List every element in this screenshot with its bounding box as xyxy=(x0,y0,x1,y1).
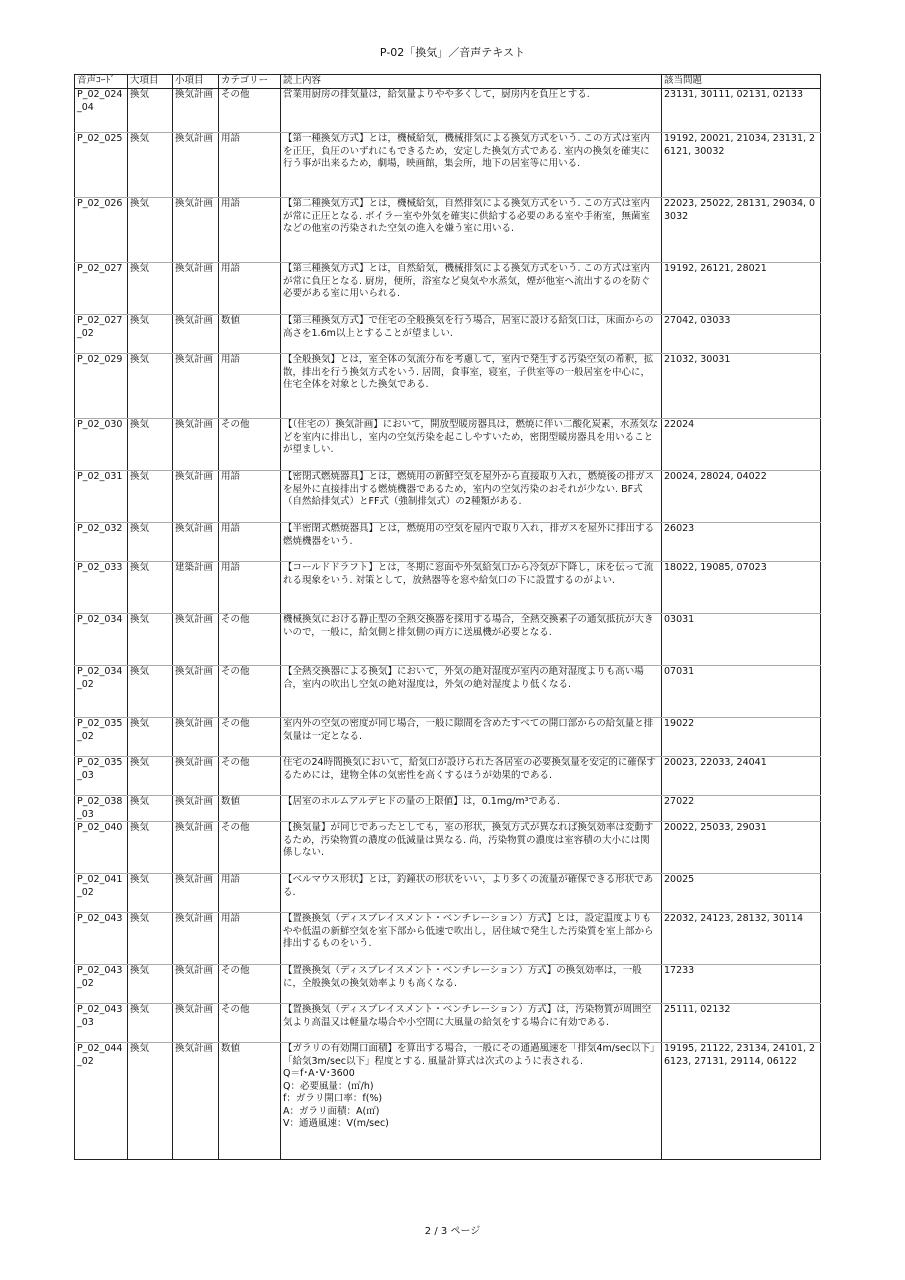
cell-minor: 換気計画 xyxy=(173,1043,219,1160)
cell-content: 【コールドドラフト】とは，冬期に窓面や外気給気口から冷気が下降し，床を伝って流れる現象をいう. 対策として，放熱器等を窓や給気口の下に設置するのがよい. xyxy=(281,562,662,614)
cell-content: 【換気量】が同じであったとしても，室の形状，換気方式が異なれば換気効率は変動するため，汚染物質の濃度の低減量は異なる. 尚，汚染物質の濃度は室容積の大小には関係しない. xyxy=(281,822,662,874)
cell-major: 換気 xyxy=(128,133,173,198)
cell-code: P_02_044_02 xyxy=(75,1043,128,1160)
cell-category: 数値 xyxy=(219,315,281,354)
cell-refs: 22032, 24123, 28132, 30114 xyxy=(662,913,821,965)
cell-refs: 19192, 20021, 21034, 23131, 26121, 30032 xyxy=(662,133,821,198)
cell-code: P_02_030 xyxy=(75,419,128,471)
cell-major: 換気 xyxy=(128,614,173,666)
cell-category: その他 xyxy=(219,718,281,757)
table-row xyxy=(75,354,821,419)
column-header-category: カテゴリー xyxy=(219,75,281,89)
cell-refs: 19022 xyxy=(662,718,821,757)
table-row xyxy=(75,315,821,354)
cell-code: P_02_043 xyxy=(75,913,128,965)
cell-code: P_02_029 xyxy=(75,354,128,419)
cell-minor: 換気計画 xyxy=(173,718,219,757)
cell-major: 換気 xyxy=(128,913,173,965)
table-row xyxy=(75,666,821,718)
cell-category: その他 xyxy=(219,822,281,874)
cell-major: 換気 xyxy=(128,89,173,133)
cell-minor: 換気計画 xyxy=(173,354,219,419)
cell-content: 【（住宅の）換気計画】において，開放型暖房器具は，燃焼に伴い二酸化炭素，水蒸気などを室内に排出し，室内の空気汚染を起こしやすいため，密閉型暖房器具を用いることが望ましい. xyxy=(281,419,662,471)
cell-minor: 換気計画 xyxy=(173,666,219,718)
cell-content: 【第三種換気方式】とは，自然給気，機械排気による換気方式をいう. この方式は室内が常に負圧となる. 厨房，便所，浴室など臭気や水蒸気，煙が他室へ流出するのを防ぐ必要がある室に用いられる. xyxy=(281,263,662,315)
cell-code: P_02_035_03 xyxy=(75,757,128,796)
cell-refs: 20023, 22033, 24041 xyxy=(662,757,821,796)
cell-major: 換気 xyxy=(128,874,173,913)
cell-code: P_02_034 xyxy=(75,614,128,666)
cell-code: P_02_031 xyxy=(75,471,128,523)
cell-category: 用語 xyxy=(219,263,281,315)
cell-category: 用語 xyxy=(219,874,281,913)
cell-major: 換気 xyxy=(128,822,173,874)
cell-category: 数値 xyxy=(219,1043,281,1160)
cell-code: P_02_040 xyxy=(75,822,128,874)
cell-minor: 換気計画 xyxy=(173,874,219,913)
cell-refs: 26023 xyxy=(662,523,821,562)
cell-category: その他 xyxy=(219,757,281,796)
cell-minor: 換気計画 xyxy=(173,133,219,198)
cell-major: 換気 xyxy=(128,562,173,614)
cell-content: 【ガラリの有効開口面積】を算出する場合，一般にその通過風速を「排気4m/sec以下」「給気3m/sec以下」程度とする. 風量計算式は次式のように表される. Q＝f･A･V･3600 Q：必要風量：(㎥/h) f：ガラリ開口率：f(%) A：ガラリ面積：A(㎡) V：通過風速：V(m/sec) xyxy=(281,1043,662,1160)
cell-major: 換気 xyxy=(128,965,173,1004)
cell-refs: 19195, 21122, 23134, 24101, 26123, 27131, 29114, 06122 xyxy=(662,1043,821,1160)
cell-refs: 22023, 25022, 28131, 29034, 03032 xyxy=(662,198,821,263)
cell-major: 換気 xyxy=(128,354,173,419)
cell-code: P_02_032 xyxy=(75,523,128,562)
column-header-code: 音声ｺｰﾄﾞ xyxy=(75,75,128,89)
cell-major: 換気 xyxy=(128,471,173,523)
table-row xyxy=(75,874,821,913)
table-row xyxy=(75,718,821,757)
cell-major: 換気 xyxy=(128,1043,173,1160)
table-row xyxy=(75,614,821,666)
cell-category: その他 xyxy=(219,666,281,718)
table-row xyxy=(75,822,821,874)
table-row xyxy=(75,913,821,965)
cell-minor: 換気計画 xyxy=(173,614,219,666)
cell-category: 用語 xyxy=(219,471,281,523)
cell-category: その他 xyxy=(219,614,281,666)
cell-code: P_02_034_02 xyxy=(75,666,128,718)
cell-category: その他 xyxy=(219,419,281,471)
cell-minor: 換気計画 xyxy=(173,757,219,796)
cell-category: その他 xyxy=(219,965,281,1004)
cell-content: 【全熱交換器による換気】において，外気の絶対湿度が室内の絶対湿度よりも高い場合，室内の吹出し空気の絶対湿度は，外気の絶対湿度より低くなる. xyxy=(281,666,662,718)
cell-code: P_02_026 xyxy=(75,198,128,263)
cell-content: 【置換換気（ディスプレイスメント・ベンチレーション）方式】の換気効率は，一般に，全般換気の換気効率よりも高くなる. xyxy=(281,965,662,1004)
cell-major: 換気 xyxy=(128,419,173,471)
cell-minor: 換気計画 xyxy=(173,89,219,133)
cell-refs: 20025 xyxy=(662,874,821,913)
cell-category: その他 xyxy=(219,1004,281,1043)
cell-major: 換気 xyxy=(128,263,173,315)
cell-category: 用語 xyxy=(219,913,281,965)
table-row xyxy=(75,965,821,1004)
cell-minor: 換気計画 xyxy=(173,419,219,471)
cell-content: 【第三種換気方式】で住宅の全般換気を行う場合，居室に設ける給気口は，床面からの高さを1.6m以上とすることが望ましい. xyxy=(281,315,662,354)
cell-refs: 27022 xyxy=(662,796,821,822)
cell-category: その他 xyxy=(219,89,281,133)
cell-minor: 換気計画 xyxy=(173,198,219,263)
cell-code: P_02_043_02 xyxy=(75,965,128,1004)
table-row xyxy=(75,133,821,198)
cell-refs: 21032, 30031 xyxy=(662,354,821,419)
column-header-minor: 小項目 xyxy=(173,75,219,89)
table-row xyxy=(75,562,821,614)
cell-category: 数値 xyxy=(219,796,281,822)
cell-code: P_02_027 xyxy=(75,263,128,315)
cell-category: 用語 xyxy=(219,198,281,263)
cell-code: P_02_038_03 xyxy=(75,796,128,822)
table-row xyxy=(75,796,821,822)
cell-major: 換気 xyxy=(128,198,173,263)
cell-refs: 20024, 28024, 04022 xyxy=(662,471,821,523)
cell-minor: 換気計画 xyxy=(173,913,219,965)
voice-text-table xyxy=(74,74,821,1160)
table-row xyxy=(75,89,821,133)
cell-minor: 換気計画 xyxy=(173,315,219,354)
cell-minor: 換気計画 xyxy=(173,471,219,523)
cell-refs: 25111, 02132 xyxy=(662,1004,821,1043)
cell-code: P_02_025 xyxy=(75,133,128,198)
cell-content: 【第二種換気方式】とは，機械給気，自然排気による換気方式をいう. この方式は室内が常に正圧となる. ボイラー室や外気を確実に供給する必要のある室や手術室，無菌室などの他室の汚染された空気の進入を嫌う室に用いる. xyxy=(281,198,662,263)
cell-content: 住宅の24時間換気において，給気口が設けられた各居室の必要換気量を安定的に確保するためには，建物全体の気密性を高くするほうが効果的である. xyxy=(281,757,662,796)
cell-minor: 換気計画 xyxy=(173,523,219,562)
table-row xyxy=(75,757,821,796)
table-row xyxy=(75,263,821,315)
cell-major: 換気 xyxy=(128,523,173,562)
cell-content: 機械換気における静止型の全熱交換器を採用する場合，全熱交換素子の通気抵抗が大きいので，一般に，給気側と排気側の両方に送風機が必要となる. xyxy=(281,614,662,666)
cell-major: 換気 xyxy=(128,666,173,718)
column-header-major: 大項目 xyxy=(128,75,173,89)
table-row xyxy=(75,419,821,471)
cell-code: P_02_035_02 xyxy=(75,718,128,757)
cell-refs: 22024 xyxy=(662,419,821,471)
cell-content: 【全般換気】とは，室全体の気流分布を考慮して，室内で発生する汚染空気の希釈，拡散，排出を行う換気方式をいう. 居間，食事室，寝室，子供室等の一般居室を中心に，住宅全体を対象とした換気である. xyxy=(281,354,662,419)
cell-major: 換気 xyxy=(128,718,173,757)
cell-content: 【置換換気（ディスプレイスメント・ベンチレーション）方式】とは，設定温度よりもやや低温の新鮮空気を室下部から低速で吹出し，居住域で発生した汚染質を室上部から排出するものをいう. xyxy=(281,913,662,965)
cell-refs: 03031 xyxy=(662,614,821,666)
cell-refs: 18022, 19085, 07023 xyxy=(662,562,821,614)
page-number: 2 / 3 ページ xyxy=(424,1226,481,1237)
cell-minor: 換気計画 xyxy=(173,1004,219,1043)
cell-minor: 換気計画 xyxy=(173,822,219,874)
cell-category: 用語 xyxy=(219,354,281,419)
cell-content: 【密閉式燃焼器具】とは，燃焼用の新鮮空気を屋外から直接取り入れ，燃焼後の排ガスを屋外に直接排出する燃焼機器であるため，室内の空気汚染のおそれが少ない. BF式（自然給排気式）とFF式（強制排気式）の2種類がある. xyxy=(281,471,662,523)
cell-refs: 23131, 30111, 02131, 02133 xyxy=(662,89,821,133)
cell-content: 【第一種換気方式】とは，機械給気，機械排気による換気方式をいう. この方式は室内を正圧，負圧のいずれにもできるため，安定した換気方式である. 室内の換気を確実に行う事が出来るため，劇場，映画館，集会所，地下の居室等に用いる. xyxy=(281,133,662,198)
cell-minor: 換気計画 xyxy=(173,263,219,315)
cell-category: 用語 xyxy=(219,562,281,614)
cell-content: 室内外の空気の密度が同じ場合，一般に隙間を含めたすべての開口部からの給気量と排気量は一定となる. xyxy=(281,718,662,757)
table-header-row xyxy=(75,75,821,89)
table-row xyxy=(75,198,821,263)
cell-refs: 20022, 25033, 29031 xyxy=(662,822,821,874)
cell-content: 【ベルマウス形状】とは，釣鐘状の形状をいい，より多くの流量が確保できる形状である. xyxy=(281,874,662,913)
cell-code: P_02_033 xyxy=(75,562,128,614)
cell-code: P_02_027_02 xyxy=(75,315,128,354)
table-row xyxy=(75,1004,821,1043)
table-row xyxy=(75,523,821,562)
cell-minor: 換気計画 xyxy=(173,796,219,822)
cell-major: 換気 xyxy=(128,796,173,822)
cell-major: 換気 xyxy=(128,1004,173,1043)
cell-refs: 19192, 26121, 28021 xyxy=(662,263,821,315)
cell-minor: 建築計画 xyxy=(173,562,219,614)
table-row xyxy=(75,471,821,523)
cell-content: 【居室のホルムアルデヒドの量の上限値】は，0.1mg/m³である. xyxy=(281,796,662,822)
column-header-content: 読上内容 xyxy=(281,75,662,89)
cell-minor: 換気計画 xyxy=(173,965,219,1004)
cell-code: P_02_041_02 xyxy=(75,874,128,913)
cell-refs: 27042, 03033 xyxy=(662,315,821,354)
column-header-refs: 該当問題 xyxy=(662,75,821,89)
cell-code: P_02_043_03 xyxy=(75,1004,128,1043)
cell-category: 用語 xyxy=(219,133,281,198)
cell-category: 用語 xyxy=(219,523,281,562)
cell-major: 換気 xyxy=(128,315,173,354)
cell-refs: 17233 xyxy=(662,965,821,1004)
cell-content: 営業用厨房の排気量は，給気量よりやや多くして，厨房内を負圧とする. xyxy=(281,89,662,133)
table-row xyxy=(75,1043,821,1160)
cell-content: 【半密閉式燃焼器具】とは，燃焼用の空気を屋内で取り入れ，排ガスを屋外に排出する燃焼機器をいう. xyxy=(281,523,662,562)
page-title: P-02「換気」／音声テキスト xyxy=(379,46,526,59)
cell-content: 【置換換気（ディスプレイスメント・ベンチレーション）方式】は，汚染物質が周囲空気より高温又は軽量な場合や小空間に大風量の給気をする場合に有効である. xyxy=(281,1004,662,1043)
cell-code: P_02_024_04 xyxy=(75,89,128,133)
cell-refs: 07031 xyxy=(662,666,821,718)
cell-major: 換気 xyxy=(128,757,173,796)
